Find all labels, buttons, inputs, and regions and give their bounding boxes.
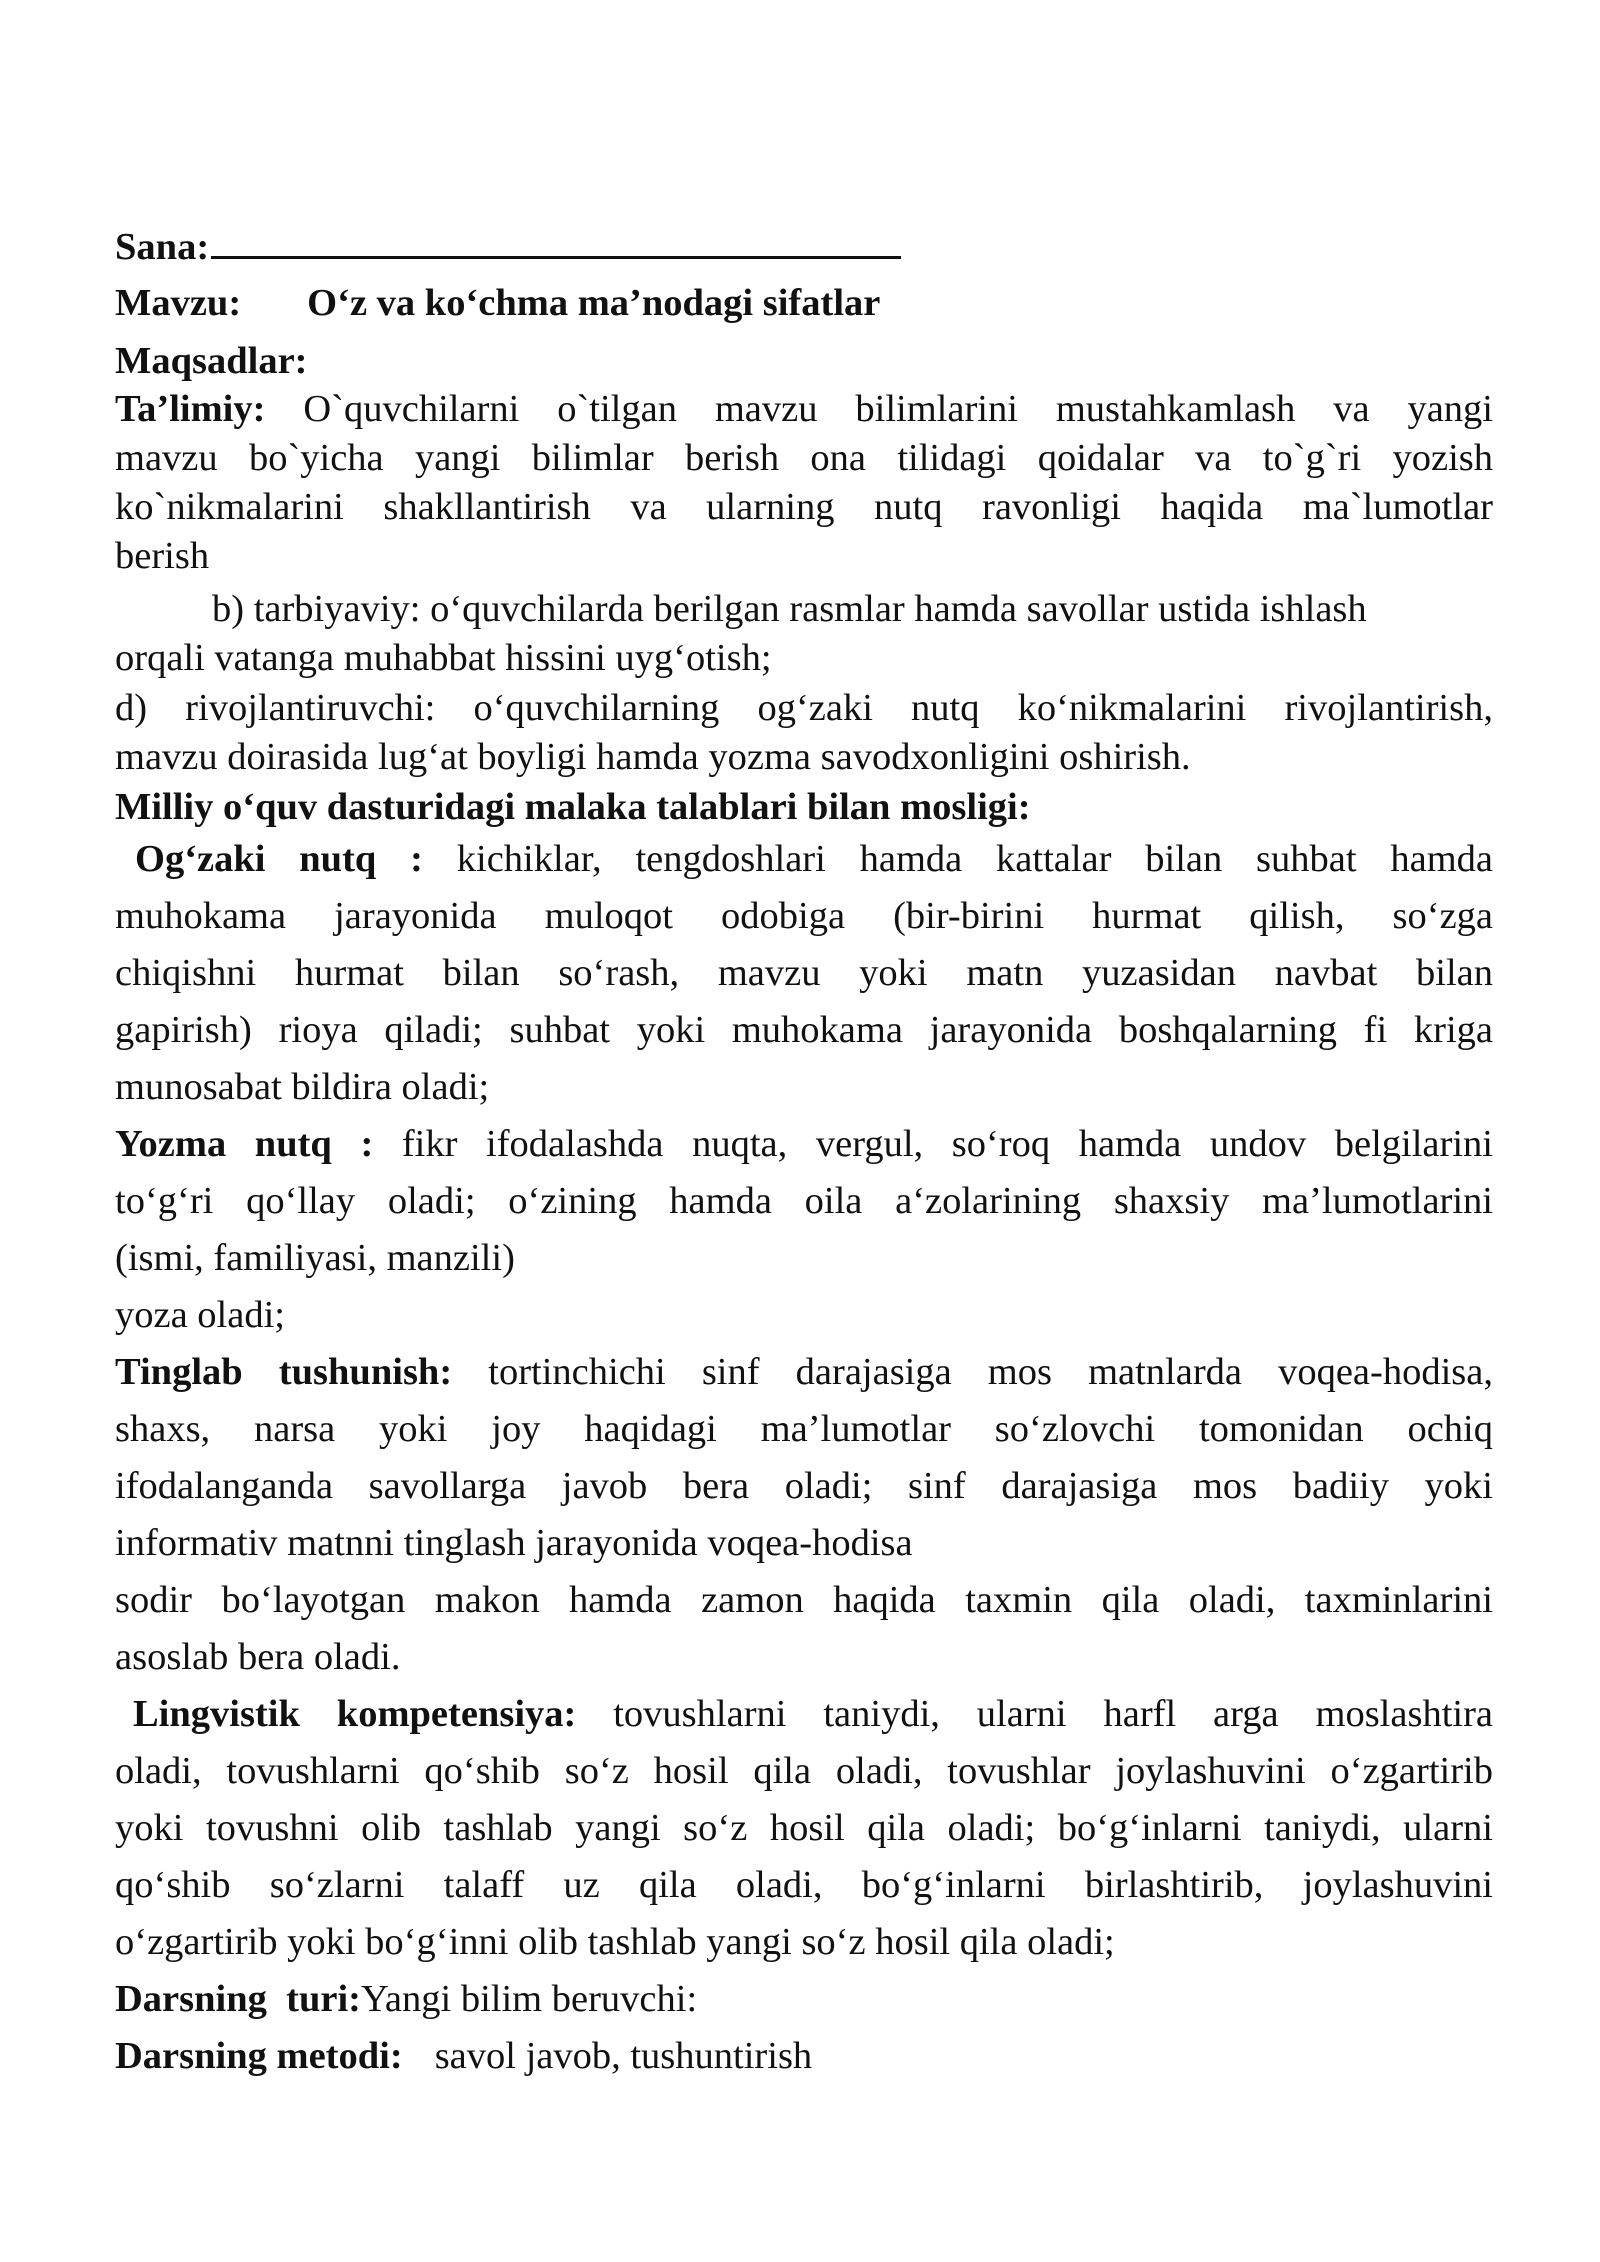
ogzaki-line-4: gapirish) rioya qiladi; suhbat yoki muhokama jarayonida boshqalarning fi kriga <box>115 1009 1493 1051</box>
tinglab-line-4: informativ matnni tinglash jarayonida voqea-hodisa <box>115 1522 913 1564</box>
darsning-metodi-value: savol javob, tushuntirish <box>434 2035 813 2077</box>
maqsadlar-heading: Maqsadlar: <box>115 340 308 382</box>
milliy-heading: Milliy o‘quv dasturidagi malaka talablari bilan mosligi: <box>115 786 1031 828</box>
ogzaki-line-5: munosabat bildira oladi; <box>115 1066 490 1108</box>
talimiy-line-4: berish <box>115 535 210 577</box>
lingvistik-line-2: oladi, tovushlarni qo‘shib so‘z hosil qila oladi, tovushlar joylashuvini o‘zgartirib <box>115 1750 1493 1792</box>
ogzaki-line-2: muhokama jarayonida muloqot odobiga (bir-birini hurmat qilish, so‘zga <box>115 895 1493 937</box>
yozma-line-3: (ismi, familiyasi, manzili) <box>115 1237 515 1279</box>
talimiy-line-3: ko`nikmalarini shakllantirish va ularning nutq ravonligi haqida ma`lumotlar <box>115 486 1493 528</box>
mavzu-label: Mavzu: <box>115 282 242 324</box>
rivojlantiruvchi-line-1: d) rivojlantiruvchi: o‘quvchilarning og‘zaki nutq ko‘nikmalarini rivojlantirish, <box>115 687 1493 729</box>
yozma-line-4: yoza oladi; <box>115 1294 285 1336</box>
yozma-line-2: to‘g‘ri qo‘llay oladi; o‘zining hamda oila a‘zolarining shaxsiy ma’lumotlarini <box>115 1180 1493 1222</box>
tarbiyaviy-line-1: b) tarbiyaviy: o‘quvchilarda berilgan rasmlar hamda savollar ustida ishlash <box>212 588 1367 630</box>
darsning-turi-line <box>115 1980 697 2019</box>
sana-blank <box>211 226 901 259</box>
tinglab-line-6: asoslab bera oladi. <box>115 1636 401 1678</box>
ogzaki-label: Og‘zaki nutq : <box>135 838 423 880</box>
talimiy-label: Ta’limiy: <box>115 388 266 430</box>
darsning-metodi-line <box>115 2037 812 2076</box>
tinglab-label: Tinglab tushunish: <box>115 1351 453 1393</box>
darsning-metodi-label: Darsning metodi: <box>115 2035 403 2077</box>
lingvistik-line-5: o‘zgartirib yoki bo‘g‘inni olib tashlab yangi so‘z hosil qila oladi; <box>115 1921 1115 1963</box>
ogzaki-line-1: Og‘zaki nutq : kichiklar, tengdoshlari hamda kattalar bilan suhbat hamda <box>135 838 1493 880</box>
lingvistik-line-4: qo‘shib so‘zlarni talaff uz qila oladi, bo‘g‘inlarni birlashtirib, joylashuvini <box>115 1864 1493 1906</box>
tinglab-line-5: sodir bo‘layotgan makon hamda zamon haqida taxmin qila oladi, taxminlarini <box>115 1579 1493 1621</box>
rivojlantiruvchi-line-2: mavzu doirasida lug‘at boyligi hamda yozma savodxonligini oshirish. <box>115 736 1191 778</box>
darsning-turi-label: Darsning turi: <box>115 1978 361 2020</box>
yozma-line-1: Yozma nutq : fikr ifodalashda nuqta, vergul, so‘roq hamda undov belgilarini <box>115 1123 1493 1165</box>
tinglab-line-2: shaxs, narsa yoki joy haqidagi ma’lumotlar so‘zlovchi tomonidan ochiq <box>115 1408 1493 1450</box>
lingvistik-label: Lingvistik kompetensiya: <box>133 1693 577 1735</box>
tinglab-line-3: ifodalanganda savollarga javob bera oladi; sinf darajasiga mos badiiy yoki <box>115 1465 1493 1507</box>
talimiy-line-2: mavzu bo`yicha yangi bilimlar berish ona tilidagi qoidalar va to`g`ri yozish <box>115 437 1493 479</box>
tarbiyaviy-line-2: orqali vatanga muhabbat hissini uyg‘otish; <box>115 637 772 679</box>
lingvistik-line-1: Lingvistik kompetensiya: tovushlarni taniydi, ularni harfl arga moslashtira <box>133 1693 1493 1735</box>
lingvistik-line-3: yoki tovushni olib tashlab yangi so‘z hosil qila oladi; bo‘g‘inlarni taniydi, ularni <box>115 1807 1493 1849</box>
mavzu-title: O‘z va ko‘chma ma’nodagi sifatlar <box>307 282 881 324</box>
sana-label: Sana: <box>115 226 210 268</box>
mavzu-line <box>115 284 880 323</box>
sana-line <box>115 226 901 267</box>
ogzaki-line-3: chiqishni hurmat bilan so‘rash, mavzu yoki matn yuzasidan navbat bilan <box>115 952 1493 994</box>
tinglab-line-1: Tinglab tushunish: tortinchichi sinf darajasiga mos matnlarda voqea-hodisa, <box>115 1351 1493 1393</box>
yozma-label: Yozma nutq : <box>115 1123 374 1165</box>
talimiy-line-1: Ta’limiy: O`quvchilarni o`tilgan mavzu bilimlarini mustahkamlash va yangi <box>115 388 1493 430</box>
darsning-turi-value: Yangi bilim beruvchi: <box>360 1978 698 2020</box>
